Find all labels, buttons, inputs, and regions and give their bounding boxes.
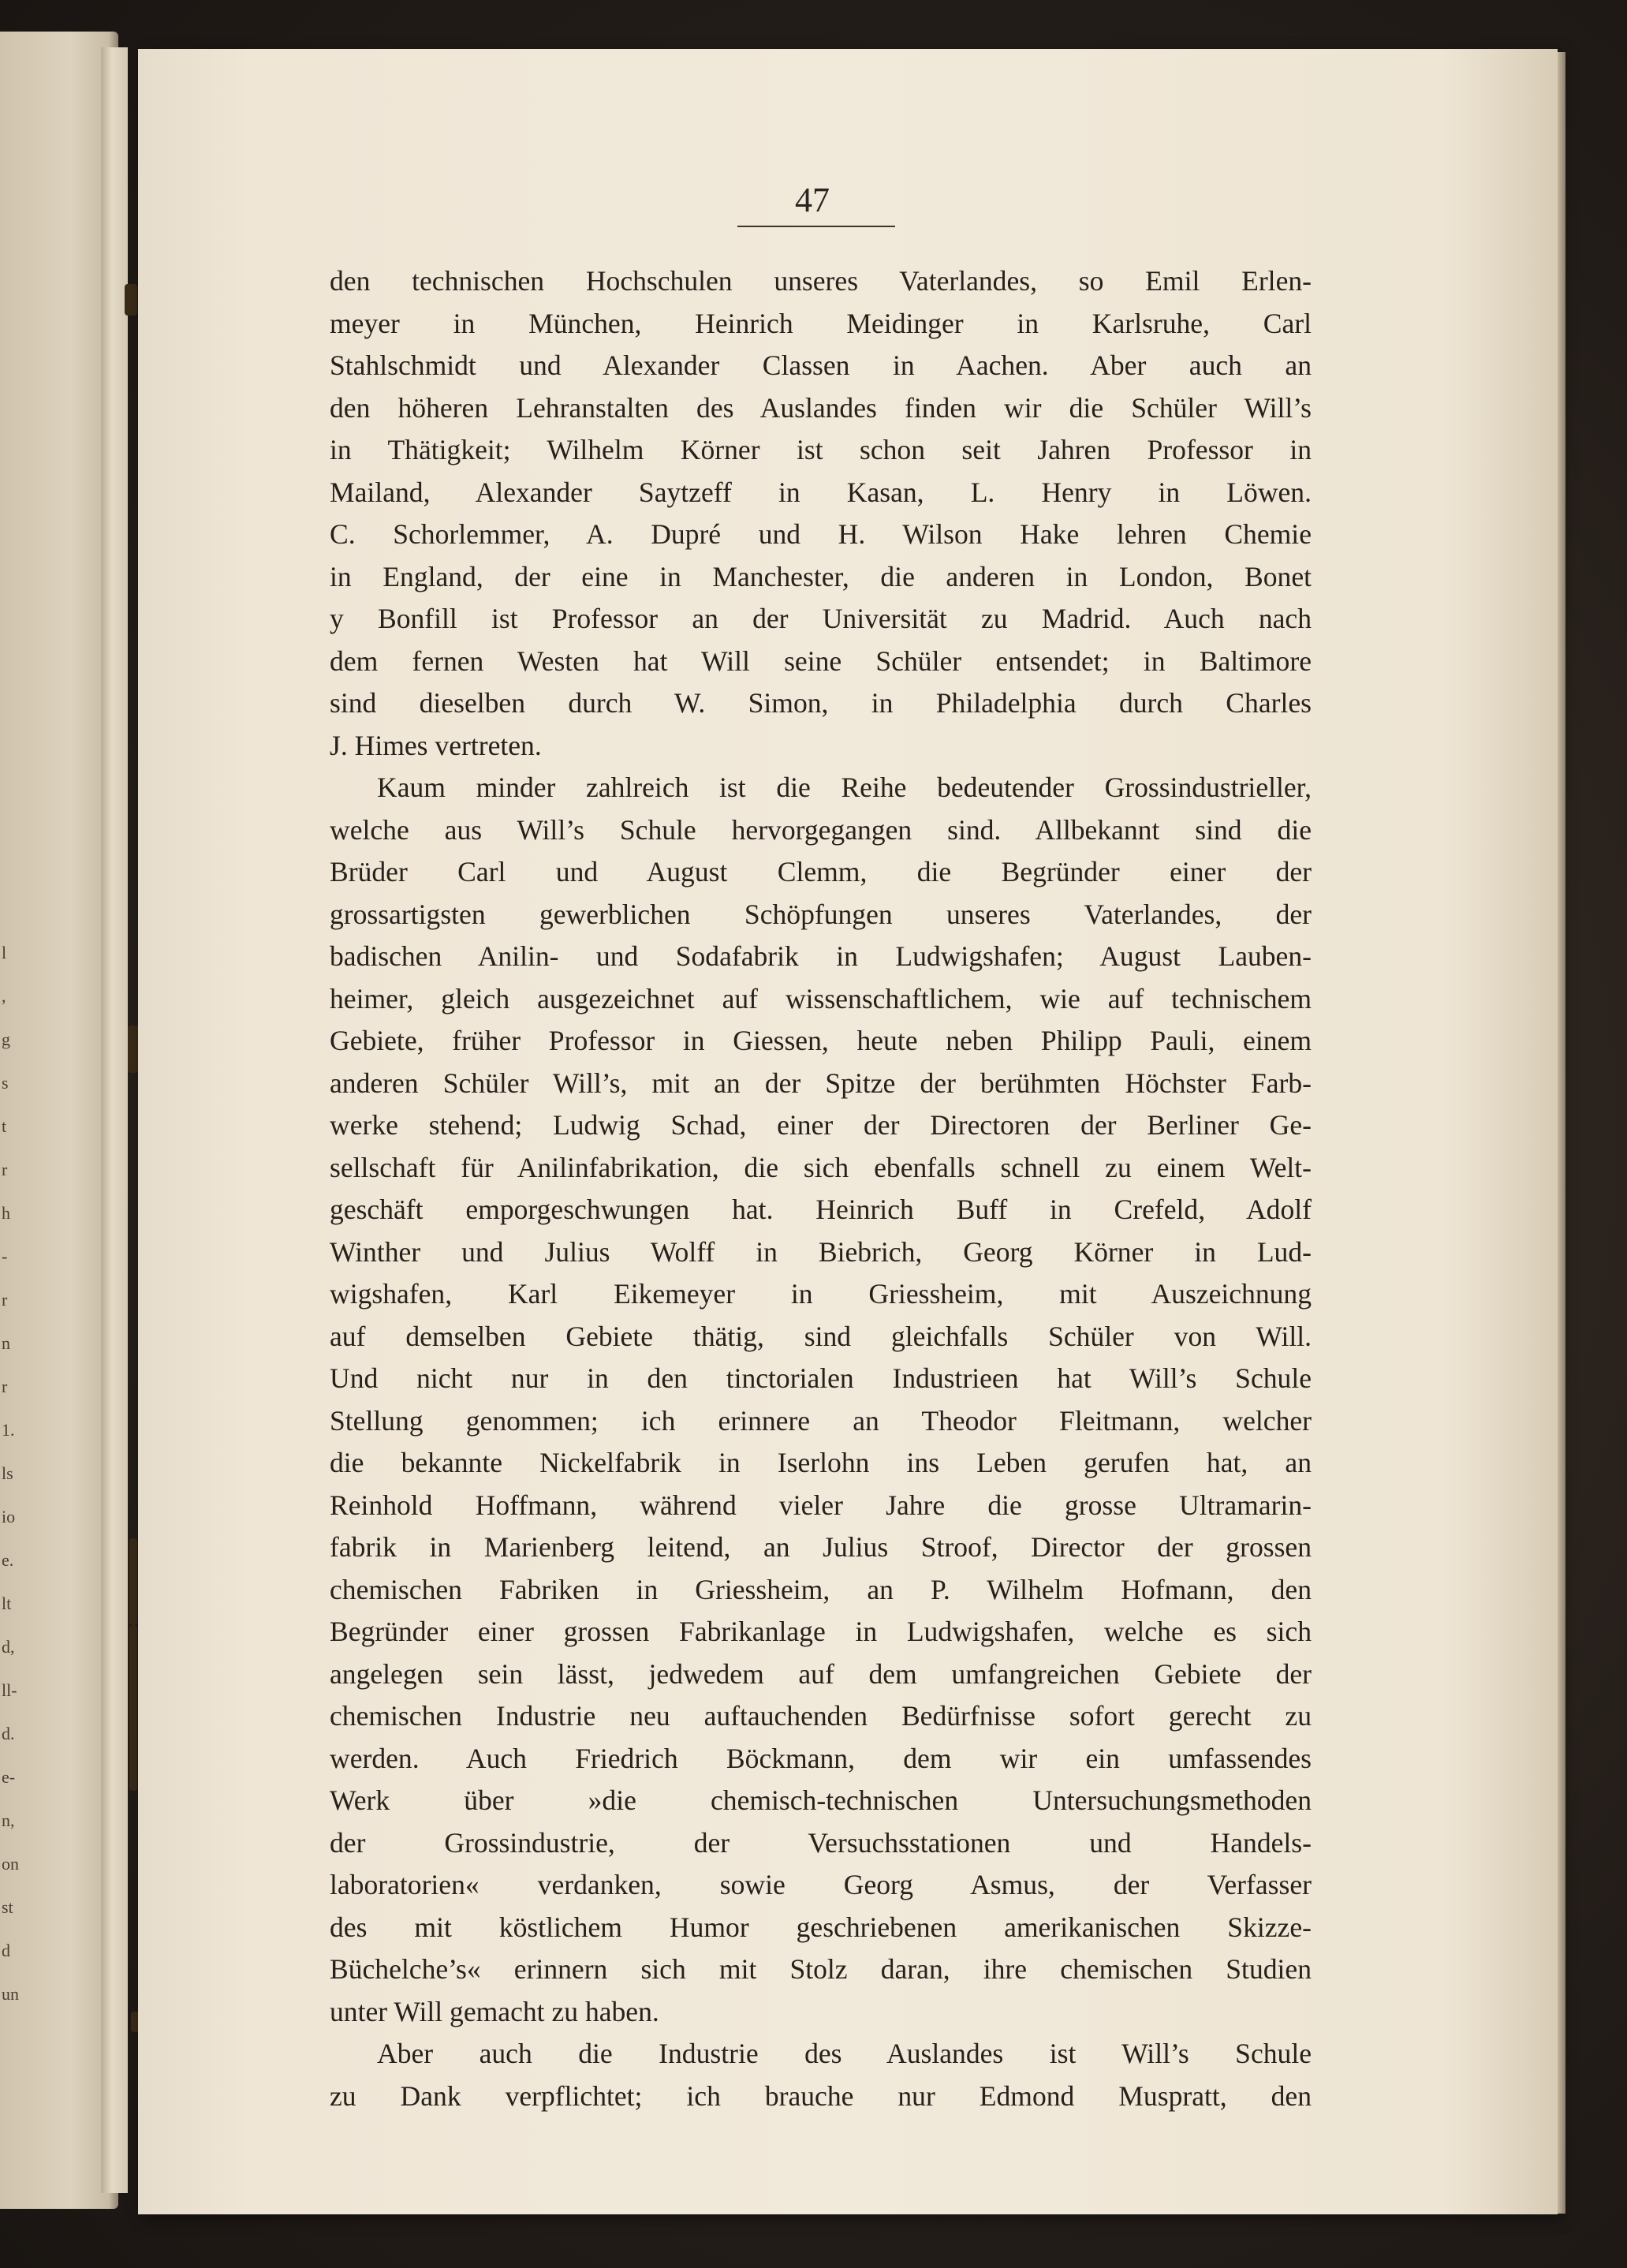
binding-mark [129, 1538, 137, 1625]
text-line: zu Dank verpflichtet; ich brauche nur Edmond Muspratt, den [330, 2079, 1312, 2112]
binding-mark [125, 284, 137, 316]
text-line: welche aus Will’s Schule hervorgegangen sind. Allbekannt sind die [330, 813, 1312, 846]
text-line: C. Schorlemmer, A. Dupré und H. Wilson Hake lehren Chemie [330, 518, 1312, 550]
text-line: den technischen Hochschulen unseres Vaterlandes, so Emil Erlen- [330, 265, 1312, 297]
text-line: meyer in München, Heinrich Meidinger in Karlsruhe, Carl [330, 307, 1312, 339]
left-margin-text-fragments [2, 931, 25, 2016]
margin-fragment: , [2, 986, 6, 1006]
text-line: des mit köstlichem Humor geschriebenen amerikanischen Skizze- [330, 1911, 1312, 1943]
body-text [330, 260, 1312, 2117]
text-line: angelegen sein lässt, jedwedem auf dem umfangreichen Gebiete der [330, 1657, 1312, 1690]
text-line: in England, der eine in Manchester, die anderen in London, Bonet [330, 560, 1312, 592]
text-line: Kaum minder zahlreich ist die Reihe bedeutender Grossindustrieller, [377, 772, 1312, 803]
binding-mark [128, 1026, 139, 1073]
text-line: chemischen Industrie neu auftauchenden Bedürfnisse sofort gerecht zu [330, 1700, 1312, 1732]
page-number: 47 [795, 181, 830, 219]
margin-fragment: r [2, 1290, 8, 1310]
text-line: Aber auch die Industrie des Auslandes ist Will’s Schule [377, 2038, 1312, 2069]
margin-fragment: ll- [2, 1680, 17, 1700]
margin-fragment: t [2, 1116, 7, 1136]
margin-fragment: n, [2, 1810, 15, 1830]
margin-fragment: d, [2, 1637, 15, 1657]
text-line: die bekannte Nickelfabrik in Iserlohn ins Leben gerufen hat, an [330, 1447, 1312, 1478]
text-line: in Thätigkeit; Wilhelm Körner ist schon seit Jahren Professor in [330, 434, 1312, 465]
margin-fragment: 1. [2, 1420, 15, 1440]
margin-fragment: r [2, 1160, 8, 1179]
text-line: sellschaft für Anilinfabrikation, die sich ebenfalls schnell zu einem Welt- [330, 1151, 1312, 1183]
text-line: werke stehend; Ludwig Schad, einer der Directoren der Berliner Ge- [330, 1109, 1312, 1141]
text-line: Brüder Carl und August Clemm, die Begründer einer der [330, 856, 1312, 887]
text-line: dem fernen Westen hat Will seine Schüler entsendet; in Baltimore [330, 645, 1312, 677]
text-line: Büchelche’s« erinnern sich mit Stolz daran, ihre chemischen Studien [330, 1953, 1312, 1985]
text-line: unter Will gemacht zu haben. [330, 1995, 659, 2027]
margin-fragment: g [2, 1029, 10, 1049]
text-line: heimer, gleich ausgezeichnet auf wissenschaftlichem, wie auf technischem [330, 982, 1312, 1014]
page-number-rule [737, 226, 895, 227]
margin-fragment: n [2, 1333, 10, 1353]
text-line: anderen Schüler Will’s, mit an der Spitze der berühmten Höchster Farb- [330, 1067, 1312, 1099]
text-line: Reinhold Hoffmann, während vieler Jahre die grosse Ultramarin- [330, 1489, 1312, 1521]
margin-fragment: h [2, 1203, 10, 1223]
left-page-edge [101, 47, 128, 2193]
text-line: Gebiete, früher Professor in Giessen, heute neben Philipp Pauli, einem [330, 1025, 1312, 1056]
margin-fragment: ls [2, 1463, 13, 1483]
text-line: Winther und Julius Wolff in Biebrich, Georg Körner in Lud- [330, 1235, 1312, 1268]
margin-fragment: l [2, 943, 7, 962]
margin-fragment: d [2, 1941, 10, 1960]
text-line: werden. Auch Friedrich Böckmann, dem wir ein umfassendes [330, 1742, 1312, 1774]
text-line: Begründer einer grossen Fabrikanlage in Ludwigshafen, welche es sich [330, 1616, 1312, 1647]
margin-fragment: s [2, 1073, 9, 1093]
margin-fragment: st [2, 1897, 13, 1917]
binding-mark [129, 1625, 137, 1791]
text-line: Stellung genommen; ich erinnere an Theodor Fleitmann, welcher [330, 1404, 1312, 1437]
text-line: Mailand, Alexander Saytzeff in Kasan, L. Henry in Löwen. [330, 476, 1312, 508]
margin-fragment: e- [2, 1767, 16, 1787]
margin-fragment: e. [2, 1550, 14, 1570]
text-line: laboratorien« verdanken, sowie Georg Asmus, der Verfasser [330, 1869, 1312, 1900]
text-line: J. Himes vertreten. [330, 729, 542, 761]
text-line: geschäft emporgeschwungen hat. Heinrich Buff in Crefeld, Adolf [330, 1194, 1312, 1225]
text-line: Werk über »die chemisch-technischen Untersuchungsmethoden [330, 1784, 1312, 1816]
text-line: der Grossindustrie, der Versuchsstationen und Handels- [330, 1826, 1312, 1859]
margin-fragment: lt [2, 1594, 12, 1613]
margin-fragment: un [2, 1984, 19, 2004]
right-page-edge [1558, 52, 1565, 2214]
margin-fragment: r [2, 1377, 8, 1396]
text-line: Stahlschmidt und Alexander Classen in Aachen. Aber auch an [330, 349, 1312, 381]
margin-fragment: io [2, 1507, 16, 1526]
text-line: wigshafen, Karl Eikemeyer in Griessheim, mit Auszeichnung [330, 1278, 1312, 1310]
margin-fragment: on [2, 1854, 19, 1874]
text-line: fabrik in Marienberg leitend, an Julius Stroof, Director der grossen [330, 1531, 1312, 1563]
text-line: badischen Anilin- und Sodafabrik in Ludwigshafen; August Lauben- [330, 940, 1312, 972]
margin-fragment: - [2, 1246, 8, 1266]
text-line: den höheren Lehranstalten des Auslandes finden wir die Schüler Will’s [330, 391, 1312, 424]
text-line: sind dieselben durch W. Simon, in Philadelphia durch Charles [330, 687, 1312, 719]
text-line: Und nicht nur in den tinctorialen Industrieen hat Will’s Schule [330, 1362, 1312, 1394]
text-line: chemischen Fabriken in Griessheim, an P. Wilhelm Hofmann, den [330, 1573, 1312, 1605]
margin-fragment: d. [2, 1724, 15, 1743]
text-line: grossartigsten gewerblichen Schöpfungen unseres Vaterlandes, der [330, 898, 1312, 930]
text-line: auf demselben Gebiete thätig, sind gleichfalls Schüler von Will. [330, 1320, 1312, 1352]
text-line: y Bonfill ist Professor an der Universität zu Madrid. Auch nach [330, 603, 1312, 634]
